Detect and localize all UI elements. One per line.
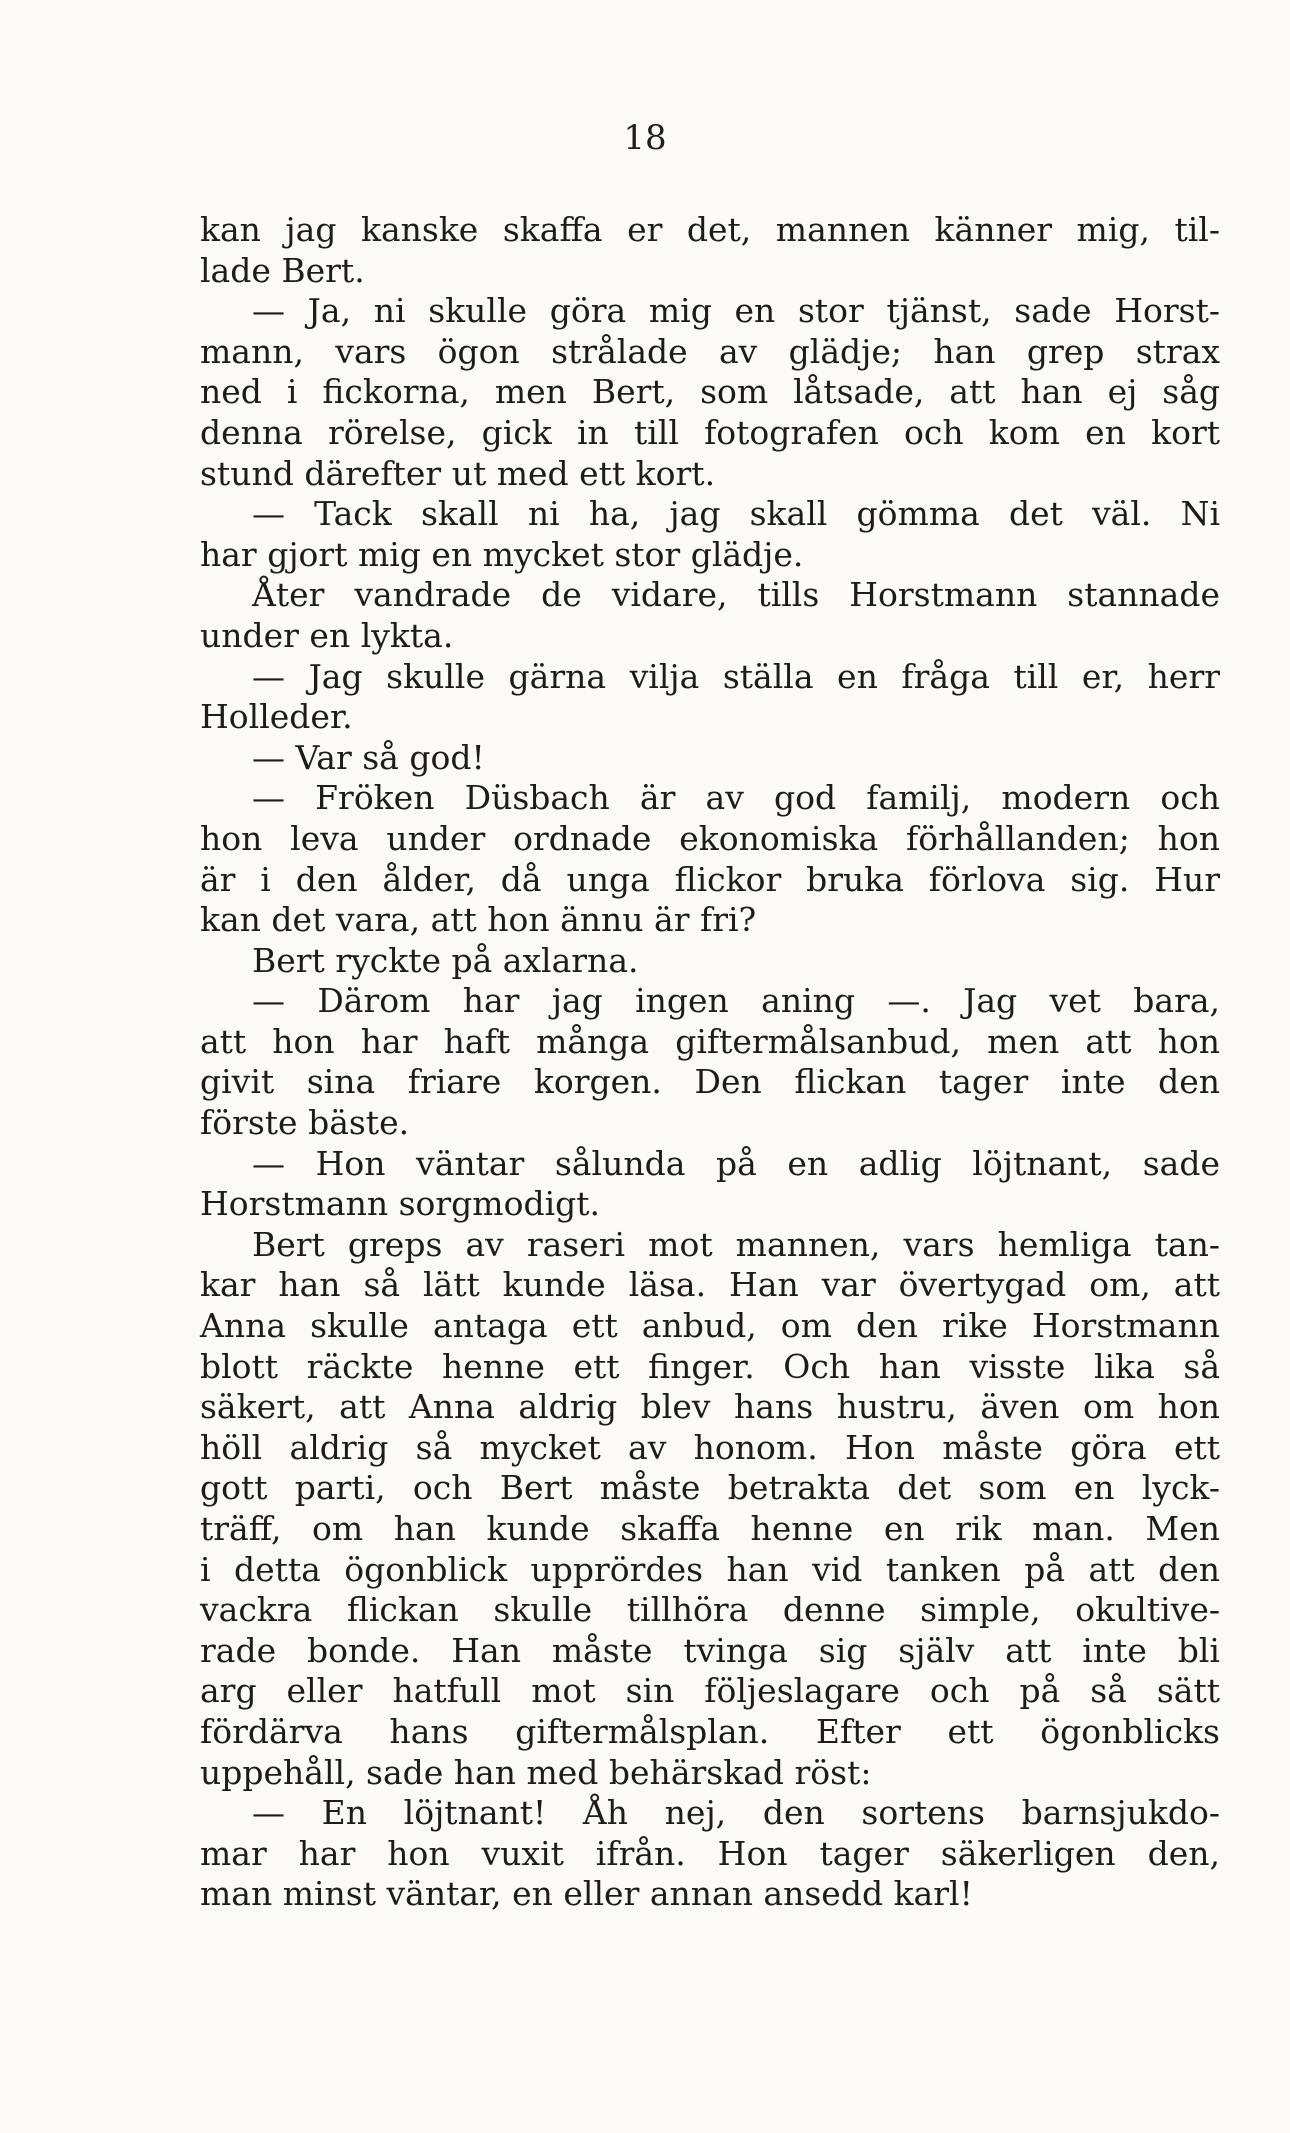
- text-line: mar har hon vuxit ifrån. Hon tager säkerligen den,: [200, 1833, 1220, 1873]
- text-line: Holleder.: [200, 697, 353, 737]
- text-line: lade Bert.: [200, 250, 365, 290]
- text-line: kar han så lätt kunde läsa. Han var övertygad om, att: [200, 1265, 1220, 1305]
- text-line: — En löjtnant! Åh nej, den sortens barnsjukdo-: [252, 1793, 1220, 1833]
- text-line: kan det vara, att hon ännu är fri?: [200, 900, 757, 940]
- text-line: — Därom har jag ingen aning —. Jag vet bara,: [252, 981, 1220, 1021]
- text-line: givit sina friare korgen. Den flickan tager inte den: [200, 1062, 1220, 1102]
- page-number: 18: [623, 118, 667, 158]
- text-line: Bert greps av raseri mot mannen, vars hemliga tan-: [252, 1224, 1220, 1264]
- text-line: kan jag kanske skaffa er det, mannen känner mig, til-: [200, 210, 1220, 249]
- text-line: Åter vandrade de vidare, tills Horstmann stannade: [252, 575, 1220, 615]
- text-line: mann, vars ögon strålade av glädje; han grep strax: [200, 331, 1220, 371]
- text-line: i detta ögonblick upprördes han vid tanken på att den: [200, 1549, 1220, 1589]
- text-line: ned i fickorna, men Bert, som låtsade, att han ej såg: [200, 372, 1220, 412]
- text-line: uppehåll, sade han med behärskad röst:: [200, 1752, 872, 1792]
- text-line: — Var så god!: [252, 737, 485, 777]
- text-line: — Tack skall ni ha, jag skall gömma det väl. Ni: [252, 494, 1220, 534]
- text-line: att hon har haft många giftermålsanbud, men att hon: [200, 1021, 1220, 1061]
- text-line: rade bonde. Han måste tvinga sig själv att inte bli: [200, 1630, 1220, 1670]
- text-line: arg eller hatfull mot sin följeslagare och på så sätt: [200, 1671, 1220, 1711]
- text-line: denna rörelse, gick in till fotografen och kom en kort: [200, 412, 1220, 452]
- text-line: blott räckte henne ett finger. Och han visste lika så: [200, 1346, 1220, 1386]
- text-line: säkert, att Anna aldrig blev hans hustru, även om hon: [200, 1387, 1220, 1427]
- text-line: stund därefter ut med ett kort.: [200, 453, 716, 493]
- text-line: — Fröken Düsbach är av god familj, modern och: [252, 778, 1220, 818]
- text-line: man minst väntar, en eller annan ansedd karl!: [200, 1874, 973, 1914]
- text-line: gott parti, och Bert måste betrakta det som en lyck-: [200, 1468, 1220, 1508]
- body-text: [200, 210, 1220, 1915]
- text-line: har gjort mig en mycket stor glädje.: [200, 534, 804, 574]
- text-line: fördärva hans giftermålsplan. Efter ett ögonblicks: [200, 1711, 1220, 1751]
- text-line: — Hon väntar sålunda på en adlig löjtnant, sade: [252, 1143, 1220, 1183]
- text-line: träff, om han kunde skaffa henne en rik man. Men: [200, 1509, 1220, 1548]
- text-line: — Jag skulle gärna vilja ställa en fråga till er, herr: [252, 656, 1220, 696]
- text-line: Horstmann sorgmodigt.: [200, 1184, 600, 1224]
- text-line: hon leva under ordnade ekonomiska förhållanden; hon: [200, 818, 1220, 858]
- text-line: är i den ålder, då unga flickor bruka förlova sig. Hur: [200, 859, 1220, 899]
- text-line: — Ja, ni skulle göra mig en stor tjänst, sade Horst-: [252, 291, 1220, 331]
- text-line: vackra flickan skulle tillhöra denne simple, okultive-: [200, 1590, 1220, 1630]
- text-line: Anna skulle antaga ett anbud, om den rike Horstmann: [200, 1306, 1220, 1346]
- text-line: Bert ryckte på axlarna.: [252, 940, 639, 980]
- text-line: höll aldrig så mycket av honom. Hon måste göra ett: [200, 1427, 1220, 1467]
- text-line: förste bäste.: [200, 1103, 410, 1143]
- text-line: under en lykta.: [200, 615, 454, 655]
